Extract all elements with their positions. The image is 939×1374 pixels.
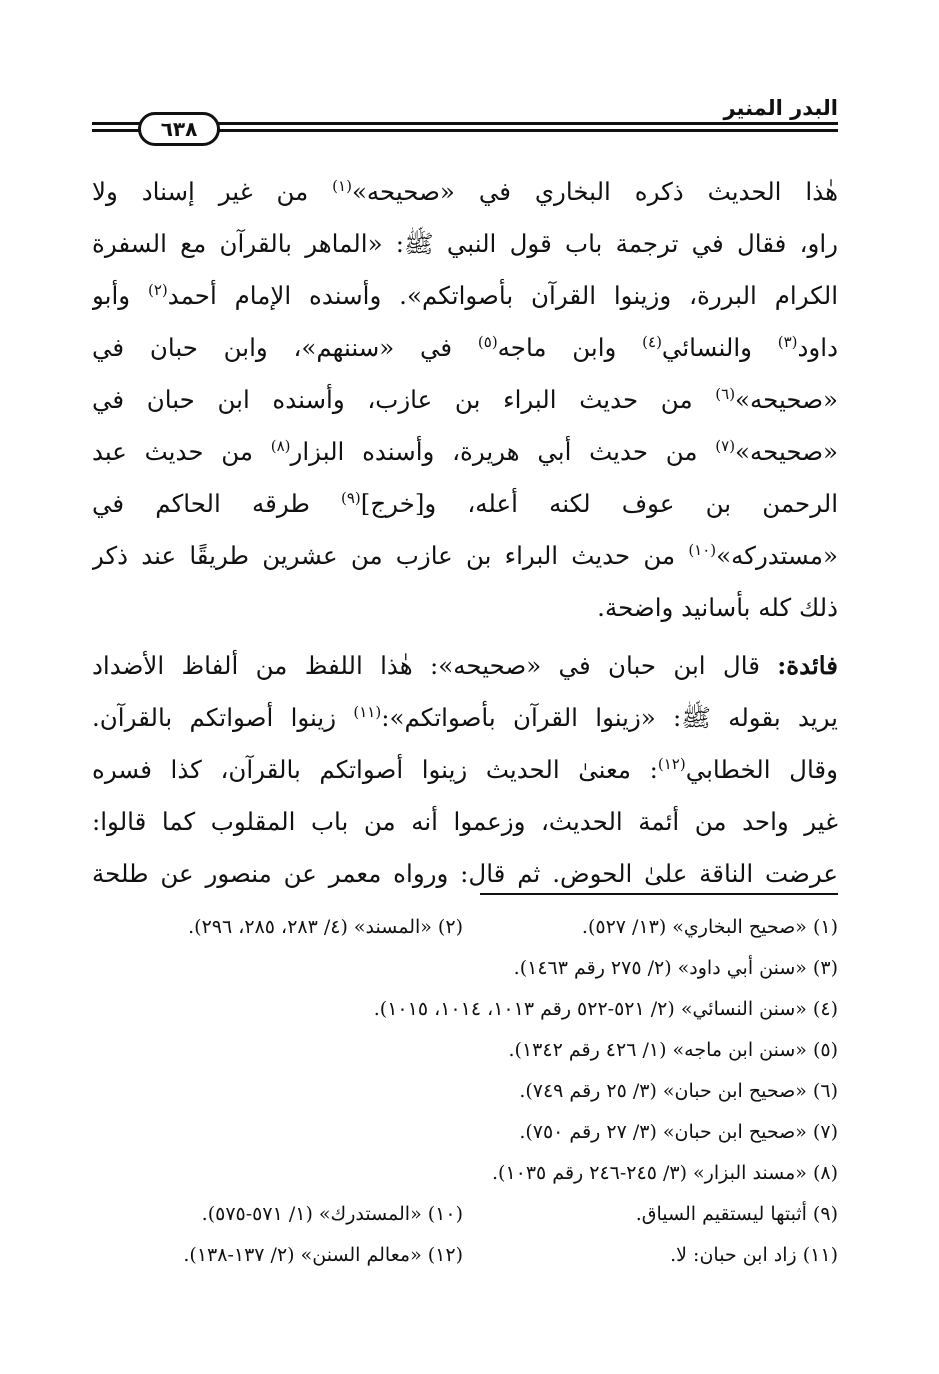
text-line: «صحيحه»$^{(٧)}$ من حديث أبي هريرة، وأسنده البزار$^{(٨)}$ من حديث عبد <box>92 436 838 466</box>
footnote-ref: (٧) <box>715 436 736 455</box>
footnote: (٨) «مسند البزار» (٣/ ٢٤٥-٢٤٦ رقم ١٠٣٥). <box>491 1162 838 1184</box>
footnote: (٣) «سنن أبي داود» (٢/ ٢٧٥ رقم ١٤٦٣). <box>513 957 838 979</box>
footnote-ref: (١) <box>332 176 352 195</box>
footnote-ref: (١١) <box>353 702 382 721</box>
text-line: ذلك كله بأسانيد واضحة. <box>597 593 838 622</box>
footnote-ref: (٥) <box>477 332 498 351</box>
footnote: (٥) «سنن ابن ماجه» (١/ ٤٢٦ رقم ١٣٤٢). <box>508 1039 838 1061</box>
footnote-ref: (٩) <box>341 488 361 507</box>
text-line: وقال الخطابي$^{(١٢)}$: معنىٰ الحديث زينوا أصواتكم بالقرآن، كذا فسره <box>92 754 838 784</box>
footnote: (١) «صحيح البخاري» (١٣/ ٥٢٧). <box>581 916 838 938</box>
footnote-row <box>92 1030 838 1071</box>
text-line: غير واحد من أئمة الحديث، وزعموا أنه من باب المقلوب كما قالوا: <box>92 807 838 836</box>
text-line: «مستدركه»$^{(١٠)}$ من حديث البراء بن عازب من عشرين طريقًا عند ذكر <box>92 540 838 570</box>
page-number: ٦٣٨ <box>138 112 220 146</box>
book-title: البدر المنير <box>723 96 838 120</box>
footnote-ref: (١٢) <box>657 754 686 773</box>
text-line: «صحيحه»$^{(٦)}$ من حديث البراء بن عازب، وأسنده ابن حبان في <box>92 384 838 414</box>
text-line: يريد بقوله ﷺ: «زينوا القرآن بأصواتكم»:$^{(١١)}$ زينوا أصواتكم بالقرآن. <box>92 702 838 732</box>
benefit-label: فائدة: <box>777 651 838 680</box>
footnotes <box>92 907 838 1276</box>
footnote-separator <box>480 893 838 895</box>
main-text <box>92 166 838 900</box>
footnote: (١٠) «المستدرك» (١/ ٥٧١-٥٧٥). <box>201 1203 463 1225</box>
text-line: الكرام البررة، وزينوا القرآن بأصواتكم». وأسنده الإمام أحمد$^{(٢)}$ وأبو <box>92 280 838 310</box>
text-line: عرضت الناقة علىٰ الحوض. ثم قال: ورواه معمر عن منصور عن طلحة <box>92 859 838 888</box>
text-line: الرحمن بن عوف لكنه أعله، و[خرج]$^{(٩)}$ طرقه الحاكم في <box>92 488 838 518</box>
footnote: (٢) «المسند» (٤/ ٢٨٣، ٢٨٥، ٢٩٦). <box>188 916 463 938</box>
footnote-row <box>92 948 838 989</box>
text-line: فائدة: قال ابن حبان في «صحيحه»: هٰذا اللفظ من ألفاظ الأضداد <box>92 651 838 680</box>
footnote: (٤) «سنن النسائي» (٢/ ٥٢١-٥٢٢ رقم ١٠١٣، ١٠١٤، ١٠١٥). <box>373 998 838 1020</box>
footnote-ref: (٣) <box>777 332 798 351</box>
text-line: راو، فقال في ترجمة باب قول النبي ﷺ: «الماهر بالقرآن مع السفرة <box>92 229 838 258</box>
footnote-row <box>92 907 838 948</box>
footnote: (٩) أثبتها ليستقيم السياق. <box>635 1203 838 1225</box>
footnote-row <box>92 1071 838 1112</box>
footnote-ref: (٢) <box>148 280 168 299</box>
footnote-ref: (٦) <box>715 384 736 403</box>
page-header <box>92 92 838 152</box>
text-line: هٰذا الحديث ذكره البخاري في «صحيحه»$^{(١)}$ من غير إسناد ولا <box>92 176 838 206</box>
footnote: (٦) «صحيح ابن حبان» (٣/ ٢٥ رقم ٧٤٩). <box>519 1080 838 1102</box>
text-line: داود$^{(٣)}$ والنسائي$^{(٤)}$ وابن ماجه$^{(٥)}$ في «سننهم»، وابن حبان في <box>92 332 838 362</box>
footnote-row <box>92 1194 838 1235</box>
footnote-ref: (٤) <box>642 332 662 351</box>
footnote-row <box>92 1153 838 1194</box>
footnote: (١٢) «معالم السنن» (٢/ ١٣٧-١٣٨). <box>183 1244 463 1266</box>
footnote-ref: (١٠) <box>688 540 717 559</box>
footnote-row <box>92 1235 838 1276</box>
footnote: (٧) «صحيح ابن حبان» (٣/ ٢٧ رقم ٧٥٠). <box>519 1121 838 1143</box>
footnote-row <box>92 1112 838 1153</box>
footnote-ref: (٨) <box>270 436 291 455</box>
footnote-row <box>92 989 838 1030</box>
footnote: (١١) زاد ابن حبان: لا. <box>670 1244 838 1266</box>
